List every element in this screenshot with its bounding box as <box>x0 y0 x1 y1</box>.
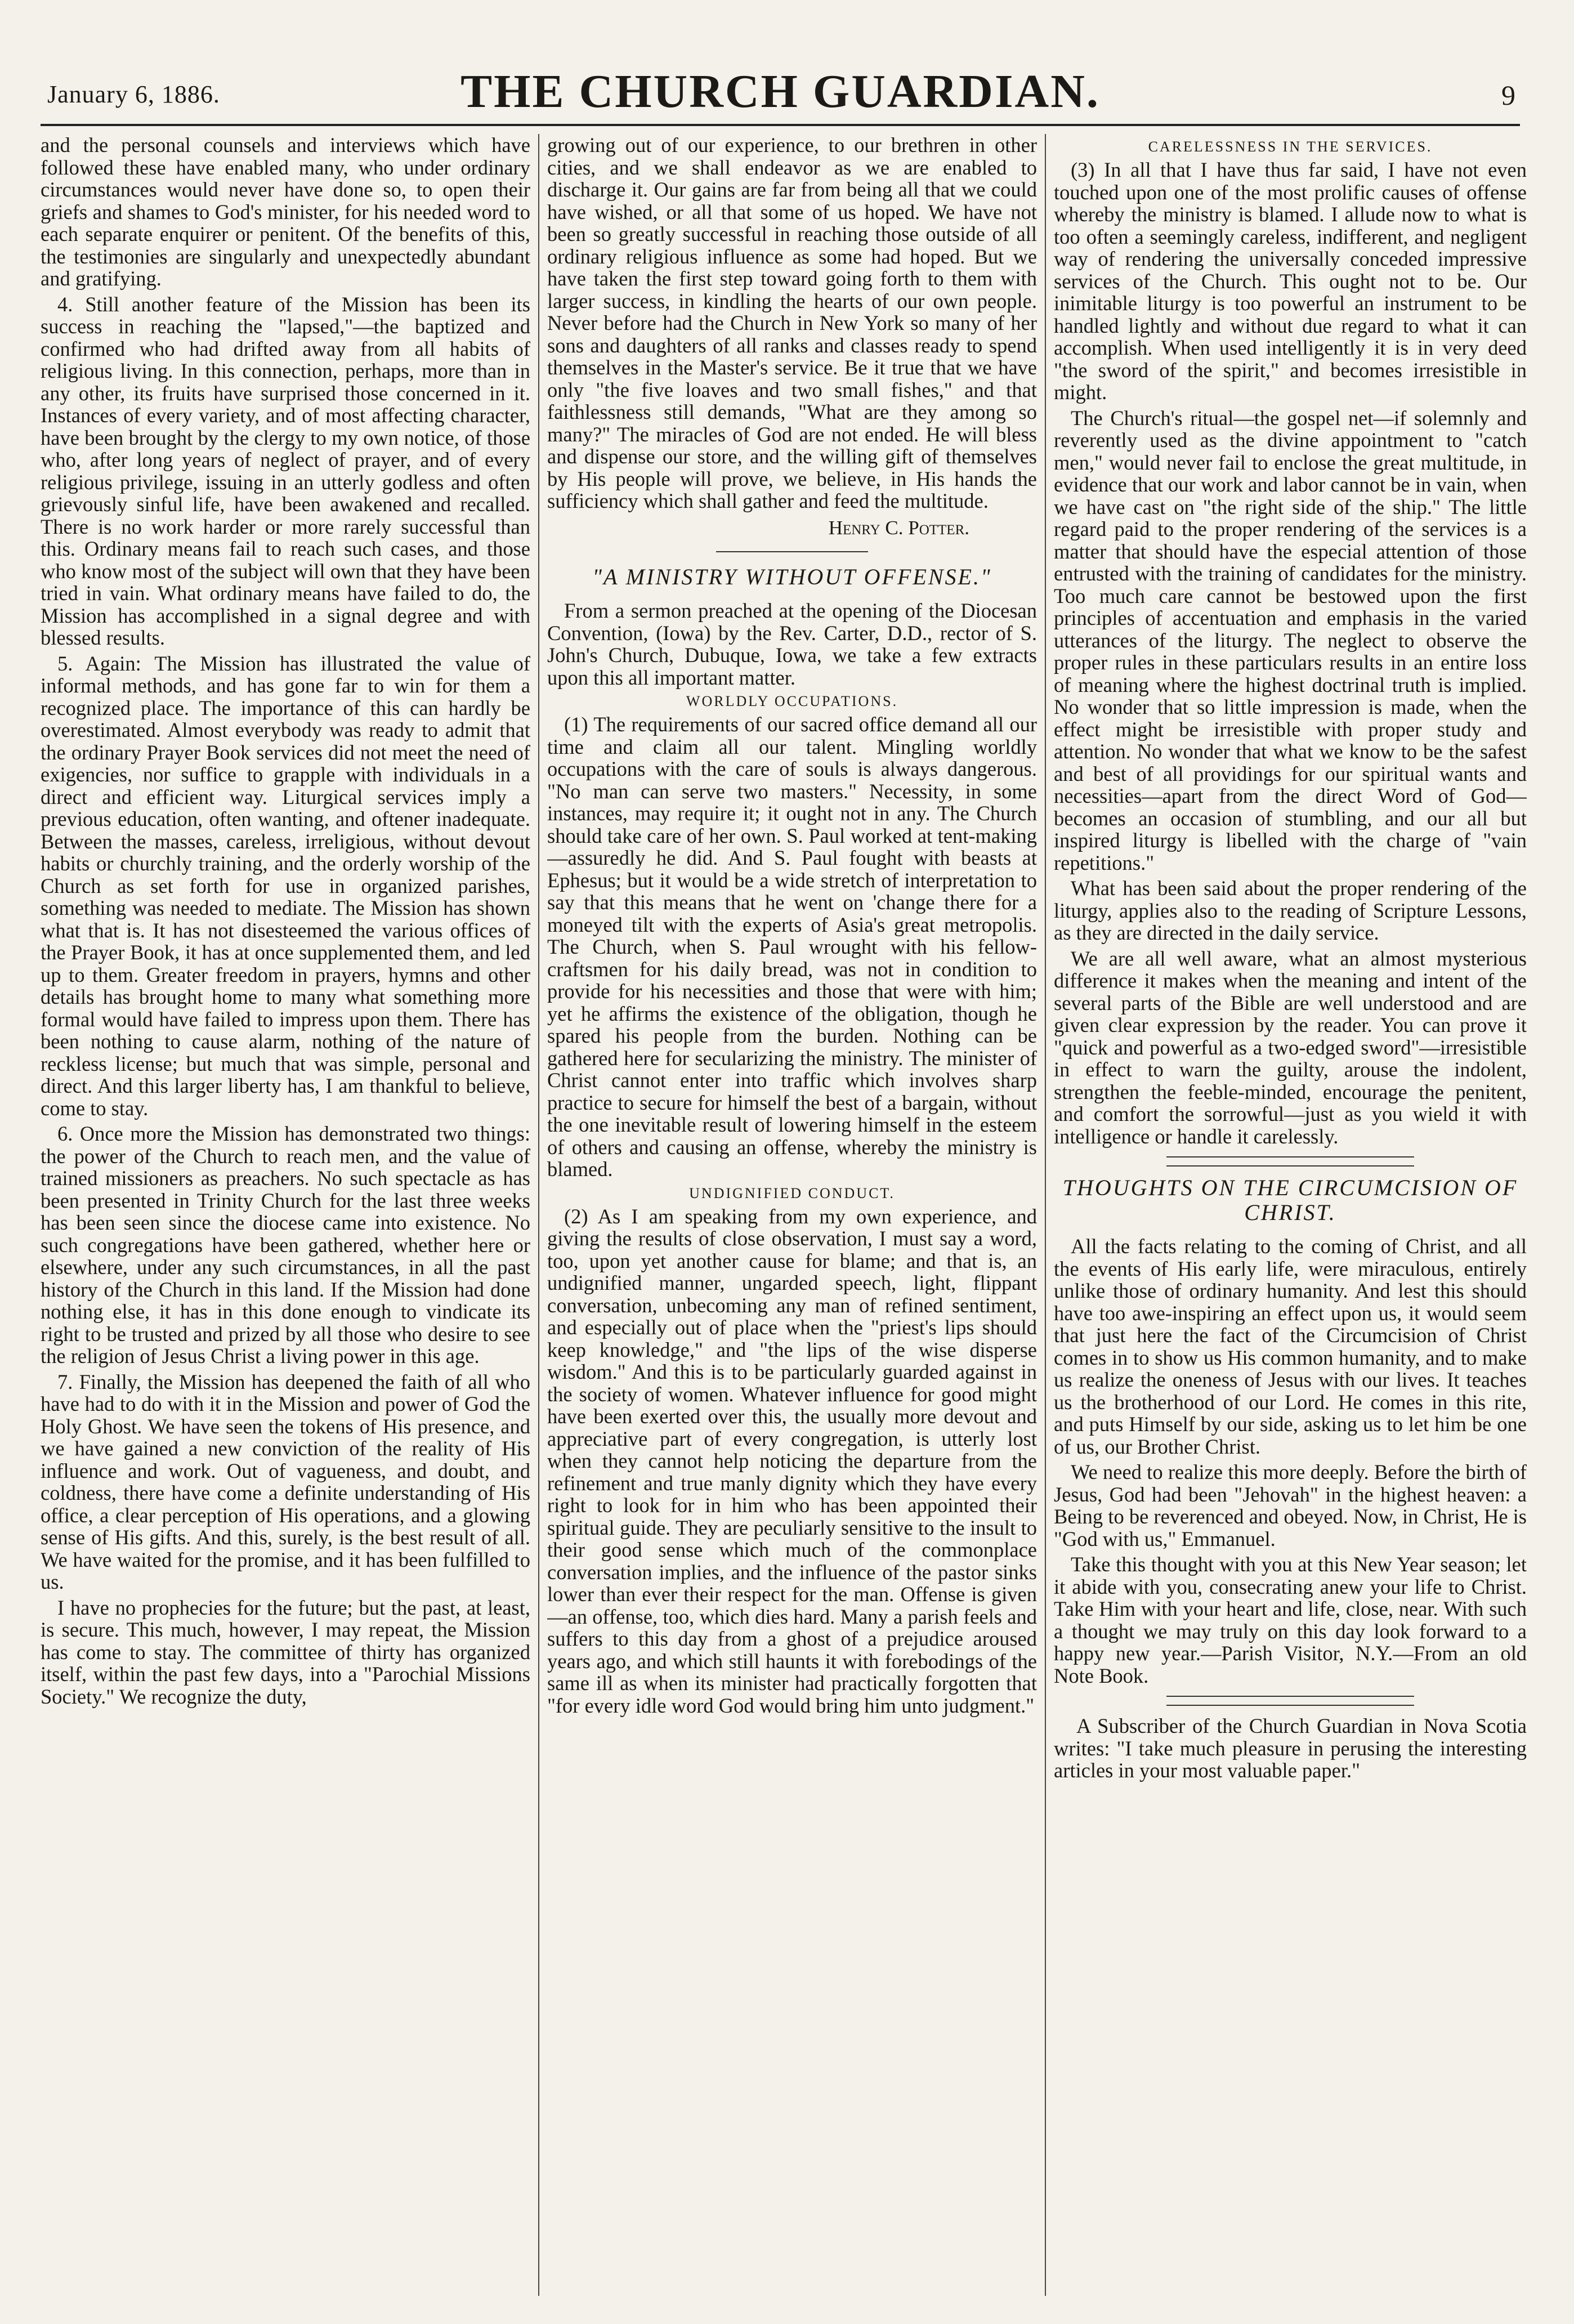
article-paragraph: and the personal counsels and interviews which have followed these have enabled many, who under ordinary circumstances would never have done so, to open their griefs and shames to God's minister, for his needed word to each separate enquirer or penitent. Of the benefits of this, the testimonies are singularly and unexpectedly abundant and gratifying. <box>41 134 530 290</box>
column-two <box>547 134 1037 2296</box>
article-paragraph: 4. Still another feature of the Mission has been its success in reaching the "lapsed,"—the baptized and confirmed who had drifted away from all habits of religious living. In this connection, perhaps, more than in any other, its fruits have surprised those concerned in it. Instances of every variety, and of most affecting character, have been brought by the clergy to my own notice, of those who, after long years of neglect of prayer, and of every religious privilege, issuing in an utterly godless and often grievously sinful life, have been awakened and recalled. There is no work harder or more rarely successful than this. Ordinary means fail to reach such cases, and those who know most of the subject will own that they have been tried in vain. What ordinary means have failed to do, the Mission has accomplished in a signal degree and with blessed results. <box>41 292 530 649</box>
article-paragraph: The Church's ritual—the gospel net—if solemnly and reverently used as the divine appointment to "catch men," would never fail to enclose the great multitude, in evidence that our work and labor cannot be in vain, when we have cast on "the right side of the ship." The little regard paid to the proper rendering of the services is a matter that should have the especial attention of those entrusted with the training of candidates for the ministry. Too much care cannot be bestowed upon the first principles of accentuation and emphasis in the varied utterances of the liturgy. The neglect to observe the proper rules in these particulars results in an entire loss of meaning where the highest doctrinal truth is implied. No wonder that so little impression is made, when the effect might be irresistible with proper study and attention. No wonder that what we know to be the safest and best of all providings for our spiritual wants and necessities—apart from the direct Word of God—becomes an occasion of stumbling, and our all but inspired liturgy is libelled with the charge of "vain repetitions." <box>1054 406 1527 874</box>
column-one <box>41 134 530 2296</box>
section-divider <box>1166 1156 1414 1167</box>
article-paragraph: 5. Again: The Mission has illustrated the value of informal methods, and has gone far to win for them a recognized place. The importance of this can hardly be overestimated. Almost everybody was ready to admit that the ordinary Prayer Book services did not meet the need of exigencies, nor suffice to grapple with individuals in a direct and efficient way. Liturgical services imply a previous education, often wanting, and oftener inadequate. Between the masses, careless, irreligious, without devout habits or churchly training, and the orderly worship of the Church as set forth for use in organized parishes, something was needed to mediate. The Mission has shown what that is. It has not disesteemed the various offices of the Prayer Book, it has at once supplemented them, and led up to them. Greater freedom in prayers, hymns and other details has brought home to many what something more formal would have failed to impress upon them. There has been nothing to cause alarm, nothing of the nature of reckless license; but much that was simple, personal and direct. And this larger liberty has, I am thankful to believe, come to stay. <box>41 651 530 1120</box>
section-heading: CARELESSNESS IN THE SERVICES. <box>1148 138 1433 155</box>
article-paragraph: 6. Once more the Mission has demonstrated two things: the power of the Church to reach men, and the value of trained missioners as preachers. No such spectacle as has been presented in Trinity Church for the last three weeks has been seen since the diocese came into existence. No such congregations have been gathered, whether here or elsewhere, under any such circumstances, in all the past history of the Church in this land. If the Mission had done nothing else, it has in this done enough to vindicate its right to be trusted and prized by all those who desire to see the religion of Jesus Christ a living power in this age. <box>41 1122 530 1367</box>
article-paragraph: We are all well aware, what an almost mysterious difference it makes when the meaning and intent of the several parts of the Bible are well understood and are given clear expression by the reader. You can prove it "quick and powerful as a two-edged sword"—irresistible in effect to warn the guilty, arouse the indolent, strengthen the feeble-minded, encourage the penitent, and comfort the sorrowful—just as you wield it with intelligence or handle it carelessly. <box>1054 946 1527 1148</box>
column-rule <box>1045 134 1046 2296</box>
article-paragraph: We need to realize this more deeply. Before the birth of Jesus, God had been "Jehovah" in the highest heaven: a Being to be reverenced and obeyed. Now, in Christ, He is "God with us," Emmanuel. <box>1054 1460 1527 1550</box>
article-paragraph: growing out of our experience, to our brethren in other cities, and we shall endeavor as we are enabled to discharge it. Our gains are far from being all that we could have wished, or all that some of us hoped. We have not been so greatly successful in reaching those outside of all ordinary religious influence as some had hoped. But we have taken the first step toward going forth to them with larger success, in kindling the hearts of our own people. Never before had the Church in New York so many of her sons and daughters of all ranks and classes ready to spend themselves in the Master's service. Be it true that we have only "the five loaves and two small fishes," and that faithlessness still demands, "What are they among so many?" The miracles of God are not ended. He will bless and dispense our store, and the willing gift of themselves by His people will prove, we believe, in His hands the sufficiency which shall gather and feed the multitude. <box>547 134 1037 512</box>
issue-date: January 6, 1886. <box>47 81 220 108</box>
column-rule <box>538 134 539 2296</box>
masthead-title: THE CHURCH GUARDIAN. <box>460 65 1100 118</box>
article-paragraph: I have no prophecies for the future; but the past, at least, is secure. This much, however, I may repeat, the Mission has come to stay. The committee of thirty has organized itself, within the past few days, into a "Parochial Missions Society." We recognize the duty, <box>41 1595 530 1708</box>
author-signature: Henry C. Potter. <box>828 516 969 539</box>
article-paragraph: What has been said about the proper rendering of the liturgy, applies also to the reading of Scripture Lessons, as they are directed in the daily service. <box>1054 877 1527 944</box>
article-title: THOUGHTS ON THE CIRCUMCISION OF CHRIST. <box>1062 1175 1518 1225</box>
article-paragraph: All the facts relating to the coming of Christ, and all the events of His early life, were miraculous, entirely unlike those of ordinary humanity. And lest this should have too awe-inspiring an effect upon us, it would seem that just here the fact of the Circumcision of Christ comes in to show us His common humanity, and to make us realize the oneness of Jesus with our lives. It teaches us the brotherhood of our Lord. He comes in this rite, and puts Himself by our side, asking us to let him be one of us, our Brother Christ. <box>1054 1235 1527 1458</box>
column-three <box>1054 134 1527 2296</box>
page-header <box>41 39 1520 126</box>
article-paragraph: (1) The requirements of our sacred office demand all our time and claim all our talent. Mingling worldly occupations with the care of souls is always dangerous. "No man can serve two masters." Necessity, in some instances, may require it; it ought not in any. The Church should take care of her own. S. Paul worked at tent-making—assuredly he did. And S. Paul fought with beasts at Ephesus; but it would be a wide stretch of interpretation to say that this means that he went on 'change there for a moneyed tilt with the experts of Asia's great metropolis. The Church, when S. Paul wrought with his fellow-craftsmen for his daily bread, was not in condition to provide for his necessities and those that were with him; yet he affirms the existence of the obligation, though he spared his people from the burden. Nothing can be gathered here for secularizing the ministry. The minister of Christ cannot enter into traffic which involves sharp practice to secure for himself the best of a bargain, without the one inevitable result of lowering himself in the esteem of others and causing an offense, whereby the ministry is blamed. <box>547 713 1037 1181</box>
article-paragraph: (3) In all that I have thus far said, I have not even touched upon one of the most prolific causes of offense whereby the ministry is blamed. I allude now to what is too often a seemingly careless, indifferent, and negligent way of rendering the universally conceded impressive services of the Church. This ought not to be. Our inimitable liturgy is too powerful an instrument to be handled lightly and without due regard to what it can accomplish. When used intelligently it is in very deed "the sword of the spirit," and becomes irresistible in might. <box>1054 158 1527 404</box>
subscriber-notice: A Subscriber of the Church Guardian in Nova Scotia writes: "I take much pleasure in perusing the interesting articles in your most valuable paper." <box>1054 1714 1527 1782</box>
section-divider <box>1166 1696 1414 1706</box>
article-intro: From a sermon preached at the opening of the Diocesan Convention, (Iowa) by the Rev. Carter, D.D., rector of S. John's Church, Dubuque, Iowa, we take a few extracts upon this all important matter. <box>547 599 1037 689</box>
page-number: 9 <box>1501 79 1515 111</box>
article-paragraph: (2) As I am speaking from my own experience, and giving the results of close observation, I must say a word, too, upon yet another cause for blame; and that is, an undignified manner, ungarded speech, light, flippant conversation, unbecoming any man of refined sentiment, and especially out of place when the "priest's lips should keep knowledge," and "the lips of the wise disperse wisdom." And this is to be particularly guarded against in the society of women. Whatever influence for good might have been exerted over this, the usually more devout and appreciative part of every congregation, is utterly lost when they cannot help noticing the departure from the refinement and true manly dignity which they have every right to look for in him who has been appointed their spiritual guide. They are peculiarly sensitive to the insult to their good sense which much of the commonplace conversation implies, and the influence of the pastor sinks lower than ever their respect for the man. Offense is given—an offense, too, which dies hard. Many a parish feels and suffers to this day from a ghost of a prejudice aroused years ago, and which still haunts it with forebodings of the same ill as when its minister had practically forgotten that "for every idle word God would bring him unto judgment." <box>547 1204 1037 1717</box>
section-divider <box>716 551 868 552</box>
article-paragraph: 7. Finally, the Mission has deepened the faith of all who have had to do with it in the Mission and power of God the Holy Ghost. We have seen the tokens of His presence, and we have gained a new conviction of the reality of His influence and work. Out of vagueness, and doubt, and coldness, there have come a definite understanding of His office, a clear perception of His operations, and a glowing sense of His gifts. And this, surely, is the best result of all. We have waited for the promise, and it has been fulfilled to us. <box>41 1370 530 1593</box>
section-heading: UNDIGNIFIED CONDUCT. <box>689 1185 895 1201</box>
article-title: "A MINISTRY WITHOUT OFFENSE." <box>592 564 992 589</box>
article-paragraph: Take this thought with you at this New Year season; let it abide with you, consecrating anew your life to Christ. Take Him with your heart and life, close, near. With such a thought we may truly on this day look forward to a happy new year.—Parish Visitor, N.Y.—From an old Note Book. <box>1054 1553 1527 1687</box>
section-heading: WORLDLY OCCUPATIONS. <box>686 693 898 709</box>
